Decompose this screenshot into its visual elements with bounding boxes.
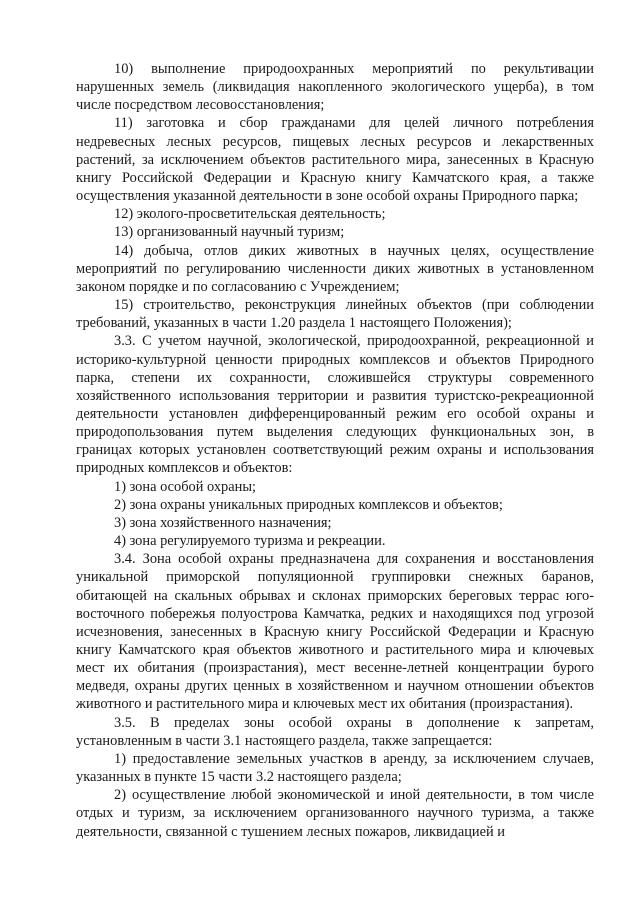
paragraph-item-12: 12) эколого-просветительская деятельность;	[114, 206, 386, 223]
prohibition-item-2: 2) осуществление любой экономической и иной деятельности, в том числе отдых и туризм, за исключением организованного научного туризма, а также деятельности, связанной с тушением лесных пожаров, ликвидацией и	[76, 787, 594, 840]
paragraph-item-11: 11) заготовка и сбор гражданами для целей личного потребления недревесных лесных ресурсов, пищевых лесных ресурсов и лекарственных растений, за исключением объектов растительного мира, занесенных в Красную книгу Российской Федерации и Красную книгу Камчатского края, а также осуществления указанной деятельности в зоне особой охраны Природного парка;	[76, 115, 594, 205]
zone-list-item-4: 4) зона регулируемого туризма и рекреации.	[114, 533, 386, 550]
zone-list-item-1: 1) зона особой охраны;	[114, 478, 257, 495]
paragraph-item-15: 15) строительство, реконструкция линейных объектов (при соблюдении требований, указанных в части 1.20 раздела 1 настоящего Положения);	[76, 297, 594, 332]
paragraph-item-10: 10) выполнение природоохранных мероприятий по рекультивации нарушенных земель (ликвидация накопленного экологического ущерба), в том числе посредством лесовосстановления;	[76, 61, 594, 114]
paragraph-section-3-5: 3.5. В пределах зоны особой охраны в дополнение к запретам, установленным в части 3.1 настоящего раздела, также запрещается:	[76, 714, 594, 749]
zone-list-item-2: 2) зона охраны уникальных природных комплексов и объектов;	[114, 496, 503, 513]
paragraph-section-3-4: 3.4. Зона особой охраны предназначена для сохранения и восстановления уникальной приморской популяционной группировки снежных баранов, обитающей на скальных обрывах и склонах приморских береговых террас юго-восточного побережья полуострова Камчатка, редких и находящихся под угрозой исчезновения, занесенных в Красную книгу Российской Федерации и Красную книгу Камчатского края объектов животного и растительного мира и ключевых мест их обитания (произрастания), мест весенне-летней концентрации бурого медведя, охраны других ценных в хозяйственном и научном отношении объектов животного и растительного мира и ключевых мест их обитания (произрастания).	[76, 551, 594, 713]
paragraph-section-3-3: 3.3. С учетом научной, экологической, природоохранной, рекреационной и историко-культурной ценности природных комплексов и объектов Природного парка, степени их сохранности, сложившейся структуры современного хозяйственного использования территории и развития туристско-рекреационной деятельности установлен дифференцированный режим его особой охраны и природопользования путем выделения следующих функциональных зон, в границах которых установлен соответствующий режим охраны и использования природных комплексов и объектов:	[76, 333, 594, 477]
paragraph-item-14: 14) добыча, отлов диких животных в научных целях, осуществление мероприятий по регулированию численности диких животных в установленном законом порядке и по согласованию с Учреждением;	[76, 242, 594, 295]
prohibition-item-1: 1) предоставление земельных участков в аренду, за исключением случаев, указанных в пункте 15 части 3.2 настоящего раздела;	[76, 750, 594, 786]
zone-list-item-3: 3) зона хозяйственного назначения;	[114, 514, 332, 531]
paragraph-item-13: 13) организованный научный туризм;	[114, 224, 345, 241]
